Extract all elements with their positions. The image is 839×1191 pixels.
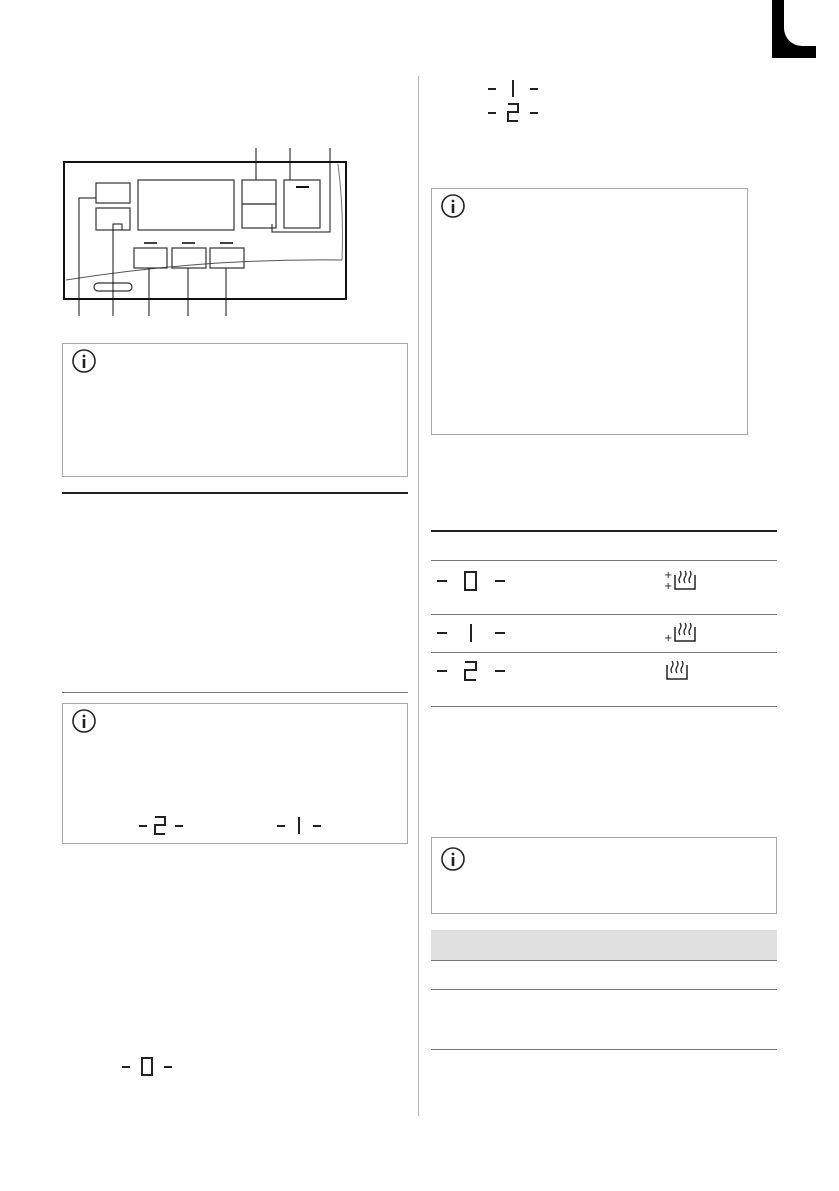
table-top-rule bbox=[431, 530, 777, 532]
bottom-table-header bbox=[431, 930, 777, 960]
bottom-table-rule bbox=[431, 1049, 777, 1050]
button-1 bbox=[96, 183, 130, 203]
button-7 bbox=[242, 204, 276, 228]
info-icon bbox=[440, 193, 466, 219]
svg-text:+: + bbox=[664, 581, 673, 592]
info-icon bbox=[71, 708, 97, 734]
row-display bbox=[435, 621, 511, 647]
control-panel-diagram bbox=[56, 140, 356, 325]
info-icon bbox=[71, 348, 97, 374]
table-bottom-rule bbox=[431, 706, 777, 707]
panel-edge bbox=[338, 164, 343, 260]
bottom-table-rule bbox=[431, 960, 777, 961]
svg-text:+: + bbox=[664, 633, 673, 644]
section-rule-2 bbox=[62, 692, 408, 693]
table-row bbox=[431, 561, 777, 614]
top-readout-1 bbox=[486, 77, 546, 101]
column-divider bbox=[418, 76, 419, 1116]
button-5 bbox=[210, 248, 244, 268]
display-readout-0 bbox=[120, 1055, 180, 1079]
heat-level-table bbox=[431, 530, 777, 708]
page-corner-marker bbox=[772, 0, 816, 58]
top-readout-2 bbox=[486, 101, 546, 125]
table-row bbox=[431, 615, 777, 652]
heat-level-plus-icon bbox=[663, 619, 699, 647]
info-note-1 bbox=[62, 343, 408, 477]
display-readout-2 bbox=[137, 814, 193, 838]
info-note-4 bbox=[431, 837, 777, 914]
svg-text:+: + bbox=[664, 570, 673, 581]
info-note-3 bbox=[431, 188, 748, 435]
heat-level-max-icon bbox=[663, 567, 699, 595]
info-icon bbox=[440, 846, 466, 872]
display-readout-1 bbox=[275, 814, 331, 838]
info-note-2 bbox=[62, 703, 408, 844]
button-3 bbox=[134, 248, 167, 268]
table-row bbox=[431, 653, 777, 706]
display-window bbox=[138, 180, 234, 230]
heat-level-icon bbox=[663, 657, 699, 685]
row-display bbox=[435, 569, 511, 595]
button-6 bbox=[242, 180, 276, 204]
row-display bbox=[435, 659, 511, 685]
bottom-table-rule bbox=[431, 989, 777, 990]
section-rule bbox=[62, 492, 408, 494]
panel-curve bbox=[66, 260, 342, 280]
